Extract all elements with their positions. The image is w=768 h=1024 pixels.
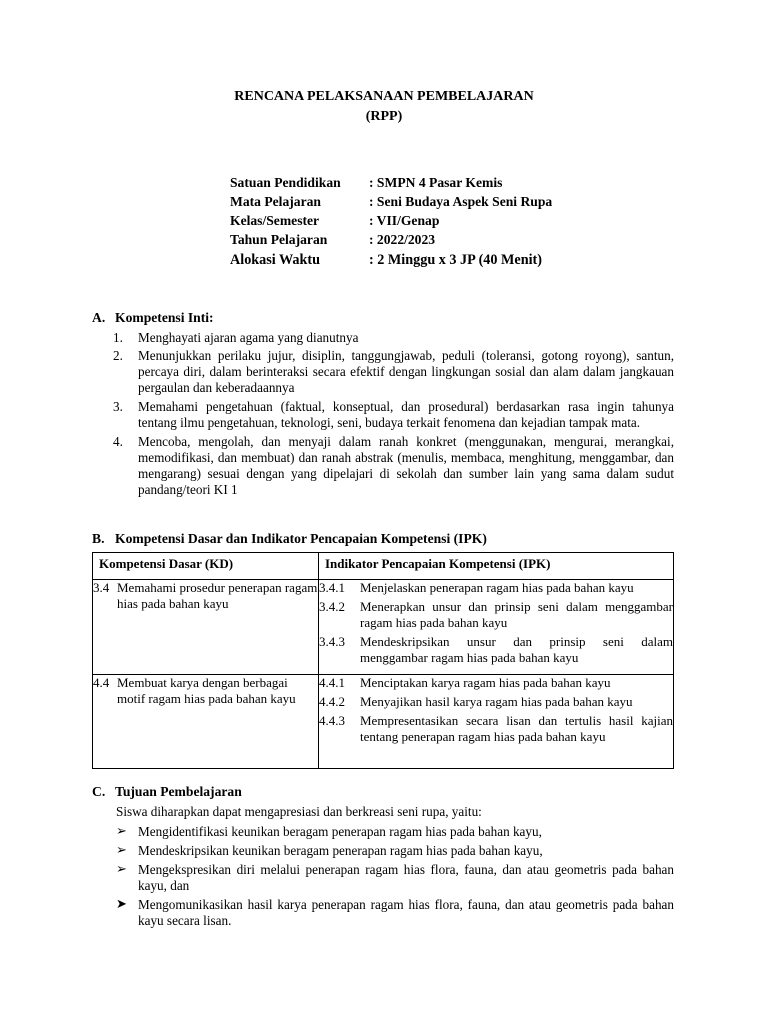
ipk-number: 3.4.1 xyxy=(319,580,345,595)
kd-cell xyxy=(93,580,319,675)
document-title: RENCANA PELAKSANAAN PEMBELAJARAN xyxy=(234,89,534,104)
identity-row-alokasi xyxy=(230,252,542,268)
tujuan-list xyxy=(116,824,674,932)
ipk-item xyxy=(319,599,673,631)
ipk-cell xyxy=(319,675,674,769)
ipk-item xyxy=(319,675,673,691)
ipk-number: 4.4.2 xyxy=(319,694,345,709)
list-item xyxy=(113,348,674,396)
arrowhead-bullet-icon: ➢ xyxy=(116,842,127,857)
section-letter: A. xyxy=(92,310,106,325)
list-item xyxy=(116,897,674,929)
arrowhead-bullet-icon: ➢ xyxy=(116,823,127,838)
list-item xyxy=(116,843,674,859)
ipk-number: 3.4.2 xyxy=(319,599,345,614)
ipk-cell xyxy=(319,580,674,675)
list-number: 4. xyxy=(113,434,123,449)
identity-row-mapel xyxy=(230,194,552,210)
document-subtitle: (RPP) xyxy=(365,109,403,124)
ipk-item xyxy=(319,713,673,745)
section-b-heading xyxy=(92,531,487,547)
identity-label: Mata Pelajaran xyxy=(230,194,321,209)
section-letter: C. xyxy=(92,784,106,799)
identity-value: : 2 Minggu x 3 JP (40 Menit) xyxy=(369,252,542,268)
ipk-number: 4.4.1 xyxy=(319,675,345,690)
list-text: Mencoba, mengolah, dan menyaji dalam ranah konkret (menggunakan, mengurai, merangkai, memodifikasi, dan membuat) dan ranah abstrak (menulis, membaca, menghitung, menggambar, dan mengarang) sesuai dengan yang dipelajari di sekolah dan sumber lain yang sama dalam sudut pandang/teori KI 1 xyxy=(138,434,674,497)
ipk-number: 4.4.3 xyxy=(319,713,345,728)
list-item xyxy=(116,862,674,894)
list-text: Mengomunikasikan hasil karya penerapan ragam hias flora, fauna, dan atau geometris pada bahan kayu secara lisan. xyxy=(138,897,674,928)
arrowhead-bullet-icon: ➤ xyxy=(116,896,127,911)
identity-value: : 2022/2023 xyxy=(369,232,436,247)
ipk-text: Menciptakan karya ragam hias pada bahan kayu xyxy=(360,675,611,690)
identity-value: : VII/Genap xyxy=(369,213,440,228)
section-c-heading xyxy=(92,784,242,800)
list-number: 3. xyxy=(113,399,123,414)
ipk-text: Mendeskripsikan unsur dan prinsip seni dalam menggambar ragam hias pada bahan kayu xyxy=(360,634,673,665)
kd-number: 3.4 xyxy=(93,580,110,595)
ipk-item xyxy=(319,694,673,710)
list-item xyxy=(116,824,674,840)
kd-cell xyxy=(93,675,319,769)
section-c-intro: Siswa diharapkan dapat mengapresiasi dan berkreasi seni rupa, yaitu: xyxy=(116,804,482,819)
identity-label: Alokasi Waktu xyxy=(230,252,321,268)
table-header-row xyxy=(93,553,674,580)
list-number: 2. xyxy=(113,348,123,363)
kompetensi-inti-list xyxy=(113,330,674,498)
list-text: Mengekspresikan diri melalui penerapan ragam hias flora, fauna, dan atau geometris pada bahan kayu, dan xyxy=(138,862,674,893)
identity-value: : SMPN 4 Pasar Kemis xyxy=(369,175,503,190)
ipk-text: Menyajikan hasil karya ragam hias pada bahan kayu xyxy=(360,694,633,709)
ipk-text: Mempresentasikan secara lisan dan tertulis hasil kajian tentang penerapan ragam hias pada bahan kayu xyxy=(360,713,673,744)
ipk-text: Menerapkan unsur dan prinsip seni dalam menggambar ragam hias pada bahan kayu xyxy=(360,599,673,630)
kd-number: 4.4 xyxy=(93,675,110,690)
list-item xyxy=(113,330,674,346)
ipk-text: Menjelaskan penerapan ragam hias pada bahan kayu xyxy=(360,580,634,595)
section-title: Kompetensi Dasar dan Indikator Pencapaian Kompetensi (IPK) xyxy=(115,531,487,546)
identity-label: Tahun Pelajaran xyxy=(230,232,328,247)
section-title: Kompetensi Inti: xyxy=(115,310,214,325)
kd-text: Membuat karya dengan berbagai motif ragam hias pada bahan kayu xyxy=(117,675,296,706)
list-number: 1. xyxy=(113,330,123,345)
identity-row-tahun xyxy=(230,232,435,248)
list-text: Mengidentifikasi keunikan beragam penerapan ragam hias pada bahan kayu, xyxy=(138,824,542,839)
section-title: Tujuan Pembelajaran xyxy=(115,784,242,799)
identity-value: : Seni Budaya Aspek Seni Rupa xyxy=(369,194,553,209)
kd-item xyxy=(93,675,318,707)
list-text: Menunjukkan perilaku jujur, disiplin, tanggungjawab, peduli (toleransi, gotong royong), santun, percaya diri, dalam berinteraksi secara efektif dengan lingkungan sosial dan alam dalam jangkauan pergaulan dan keberadaannya xyxy=(138,348,674,395)
list-item xyxy=(113,399,674,431)
kd-text: Memahami prosedur penerapan ragam hias pada bahan kayu xyxy=(117,580,318,611)
table-row xyxy=(93,675,674,769)
identity-label: Kelas/Semester xyxy=(230,213,320,228)
table-header: Indikator Pencapaian Kompetensi (IPK) xyxy=(319,553,674,580)
section-a-heading xyxy=(92,310,214,326)
section-letter: B. xyxy=(92,531,105,546)
identity-row-satuan xyxy=(230,175,502,191)
identity-label: Satuan Pendidikan xyxy=(230,175,341,190)
ipk-item xyxy=(319,580,673,596)
table-header: Kompetensi Dasar (KD) xyxy=(93,553,319,580)
list-text: Mendeskripsikan keunikan beragam penerapan ragam hias pada bahan kayu, xyxy=(138,843,543,858)
kd-item xyxy=(93,580,318,612)
ipk-number: 3.4.3 xyxy=(319,634,345,649)
list-item xyxy=(113,434,674,498)
list-text: Memahami pengetahuan (faktual, konseptual, dan prosedural) berdasarkan rasa ingin tahunya tentang ilmu pengetahuan, teknologi, seni, budaya terkait fenomena dan kejadian tampak mata. xyxy=(138,399,674,430)
ipk-item xyxy=(319,634,673,666)
identity-row-kelas xyxy=(230,213,439,229)
table-row xyxy=(93,580,674,675)
kd-ipk-table xyxy=(92,552,674,769)
arrowhead-bullet-icon: ➢ xyxy=(116,861,127,876)
list-text: Menghayati ajaran agama yang dianutnya xyxy=(138,330,359,345)
